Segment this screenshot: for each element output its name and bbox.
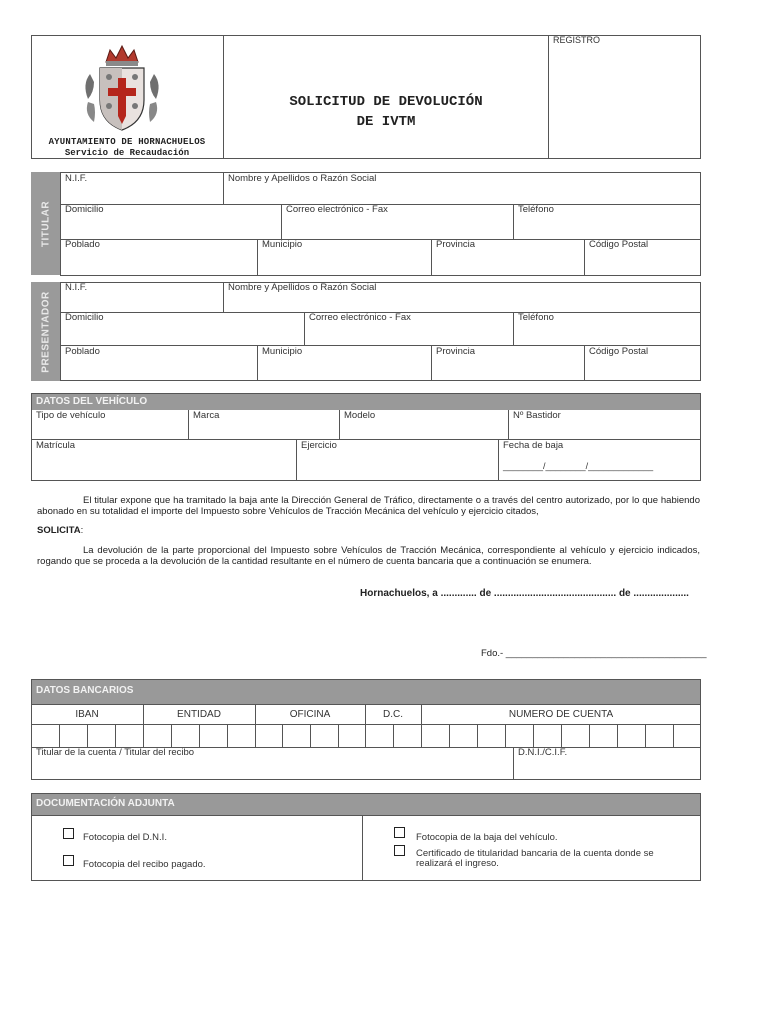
presentador-poblado-input[interactable] [61, 357, 256, 380]
vehiculo-fecha-baja-input[interactable]: ________/________/_____________ [503, 461, 654, 471]
titular-domicilio-input[interactable] [61, 216, 280, 239]
vehiculo-ejercicio-input[interactable] [297, 452, 497, 480]
banco-titular-label: Titular de la cuenta / Titular del recibo [36, 747, 195, 758]
vehiculo-header: DATOS DEL VEHÍCULO [32, 394, 700, 410]
presentador-correo-label: Correo electrónico - Fax [309, 312, 411, 323]
presentador-nombre-input[interactable] [224, 294, 700, 312]
vehiculo-modelo-label: Modelo [344, 410, 376, 421]
presentador-nif-input[interactable] [61, 294, 222, 312]
account-digits-input[interactable] [32, 725, 700, 747]
doc-item-recibo: Fotocopia del recibo pagado. [83, 859, 206, 870]
titular-nombre-input[interactable] [224, 184, 700, 204]
presentador-municipio-input[interactable] [258, 357, 430, 380]
titular-correo-label: Correo electrónico - Fax [286, 204, 388, 215]
presentador-provincia-input[interactable] [432, 357, 583, 380]
vehiculo-fecha-baja-label: Fecha de baja [503, 440, 564, 451]
solicita-label: SOLICITA [37, 525, 81, 536]
presentador-municipio-label: Municipio [262, 346, 303, 357]
header-divider-right [548, 35, 549, 159]
presentador-correo-input[interactable] [305, 324, 512, 345]
documentacion-header: DOCUMENTACIÓN ADJUNTA [32, 794, 700, 815]
titular-municipio-input[interactable] [258, 251, 430, 275]
titular-telefono-label: Teléfono [518, 204, 554, 215]
vehiculo-bastidor-input[interactable] [509, 421, 700, 438]
banco-dc-label: D.C. [383, 709, 403, 720]
signature-line[interactable]: Fdo.- ______________________________________ [481, 648, 707, 659]
vehiculo-matricula-label: Matrícula [36, 440, 76, 451]
org-service: Servicio de Recaudación [64, 148, 190, 158]
vehiculo-matricula-input[interactable] [32, 452, 295, 480]
vehiculo-bastidor-label: Nº Bastidor [513, 410, 561, 421]
checkbox-dni[interactable] [63, 828, 74, 839]
titular-poblado-label: Poblado [65, 239, 100, 250]
banco-iban-label: IBAN [75, 709, 99, 720]
vehiculo-tipo-input[interactable] [32, 421, 187, 438]
titular-cp-label: Código Postal [589, 239, 649, 250]
coat-of-arms-icon [80, 44, 164, 132]
page-title-line1: SOLICITUD DE DEVOLUCIÓN [289, 94, 483, 110]
banco-entidad-label: ENTIDAD [177, 709, 221, 720]
vehiculo-modelo-input[interactable] [340, 421, 507, 438]
org-name: AYUNTAMIENTO DE HORNACHUELOS [48, 137, 206, 147]
presentador-provincia-label: Provincia [436, 346, 476, 357]
banco-cuenta-label: NUMERO DE CUENTA [508, 709, 614, 720]
titular-poblado-input[interactable] [61, 251, 256, 275]
presentador-telefono-input[interactable] [514, 324, 700, 345]
titular-provincia-label: Provincia [436, 239, 476, 250]
presentador-domicilio-label: Domicilio [65, 312, 104, 323]
documentacion-divider [362, 815, 363, 881]
doc-item-certificado: Certificado de titularidad bancaria de la cuenta donde se realizará el ingreso. [416, 848, 654, 869]
expone-paragraph: El titular expone que ha tramitado la baja ante la Dirección General de Tráfico, directamente o a través del centro autorizado, por lo que habiendo abonado en su totalidad el importe del Impuesto sobre Vehículos de Tracción Mecánica del vehículo y ejercicio citados, [37, 495, 700, 517]
checkbox-baja[interactable] [394, 827, 405, 838]
banco-header: DATOS BANCARIOS [32, 680, 700, 704]
titular-correo-input[interactable] [282, 216, 512, 239]
solicita-colon: : [80, 525, 84, 536]
titular-provincia-input[interactable] [432, 251, 583, 275]
vehiculo-row-divider [31, 439, 701, 440]
titular-nif-label: N.I.F. [65, 173, 88, 184]
titular-domicilio-label: Domicilio [65, 204, 104, 215]
vehiculo-ejercicio-label: Ejercicio [301, 440, 337, 451]
page-title-line2: DE IVTM [356, 114, 416, 130]
titular-side-label: TITULAR [31, 172, 60, 275]
banco-titular-input[interactable] [32, 759, 512, 779]
presentador-telefono-label: Teléfono [518, 312, 554, 323]
place-date-line[interactable]: Hornachuelos, a ............. de ............................................ de .................... [360, 588, 689, 599]
doc-item-dni: Fotocopia del D.N.I. [83, 832, 167, 843]
doc-item-baja: Fotocopia de la baja del vehículo. [416, 832, 558, 843]
banco-dni-input[interactable] [514, 759, 700, 779]
presentador-domicilio-input[interactable] [61, 324, 303, 345]
presentador-side-label: PRESENTADOR [31, 282, 60, 381]
presentador-cp-input[interactable] [585, 357, 700, 380]
presentador-nombre-label: Nombre y Apellidos o Razón Social [228, 282, 377, 293]
solicita-heading [37, 525, 83, 536]
checkbox-recibo[interactable] [63, 855, 74, 866]
titular-nombre-label: Nombre y Apellidos o Razón Social [228, 173, 377, 184]
presentador-cp-label: Código Postal [589, 346, 649, 357]
titular-municipio-label: Municipio [262, 239, 303, 250]
vehiculo-row2-div2 [498, 439, 499, 481]
titular-telefono-input[interactable] [514, 216, 700, 239]
titular-cp-input[interactable] [585, 251, 700, 275]
banco-oficina-label: OFICINA [289, 709, 331, 720]
checkbox-certificado[interactable] [394, 845, 405, 856]
banco-dni-label: D.N.I./C.I.F. [518, 747, 568, 758]
presentador-nif-label: N.I.F. [65, 282, 88, 293]
vehiculo-marca-label: Marca [193, 410, 220, 421]
vehiculo-tipo-label: Tipo de vehículo [36, 410, 106, 421]
solicita-paragraph: La devolución de la parte proporcional del Impuesto sobre Vehículos de Tracción Mecánica, correspondiente al vehículo y ejercicio indicados, rogando que se proceda a la devolución de la cantidad resultante en el número de cuenta bancaria que a continuación se enumera. [37, 545, 700, 567]
registro-label: REGISTRO [553, 35, 601, 45]
banco-line1 [31, 704, 701, 705]
documentacion-line [31, 815, 701, 816]
vehiculo-marca-input[interactable] [189, 421, 338, 438]
presentador-poblado-label: Poblado [65, 346, 100, 357]
titular-nif-input[interactable] [61, 184, 222, 204]
